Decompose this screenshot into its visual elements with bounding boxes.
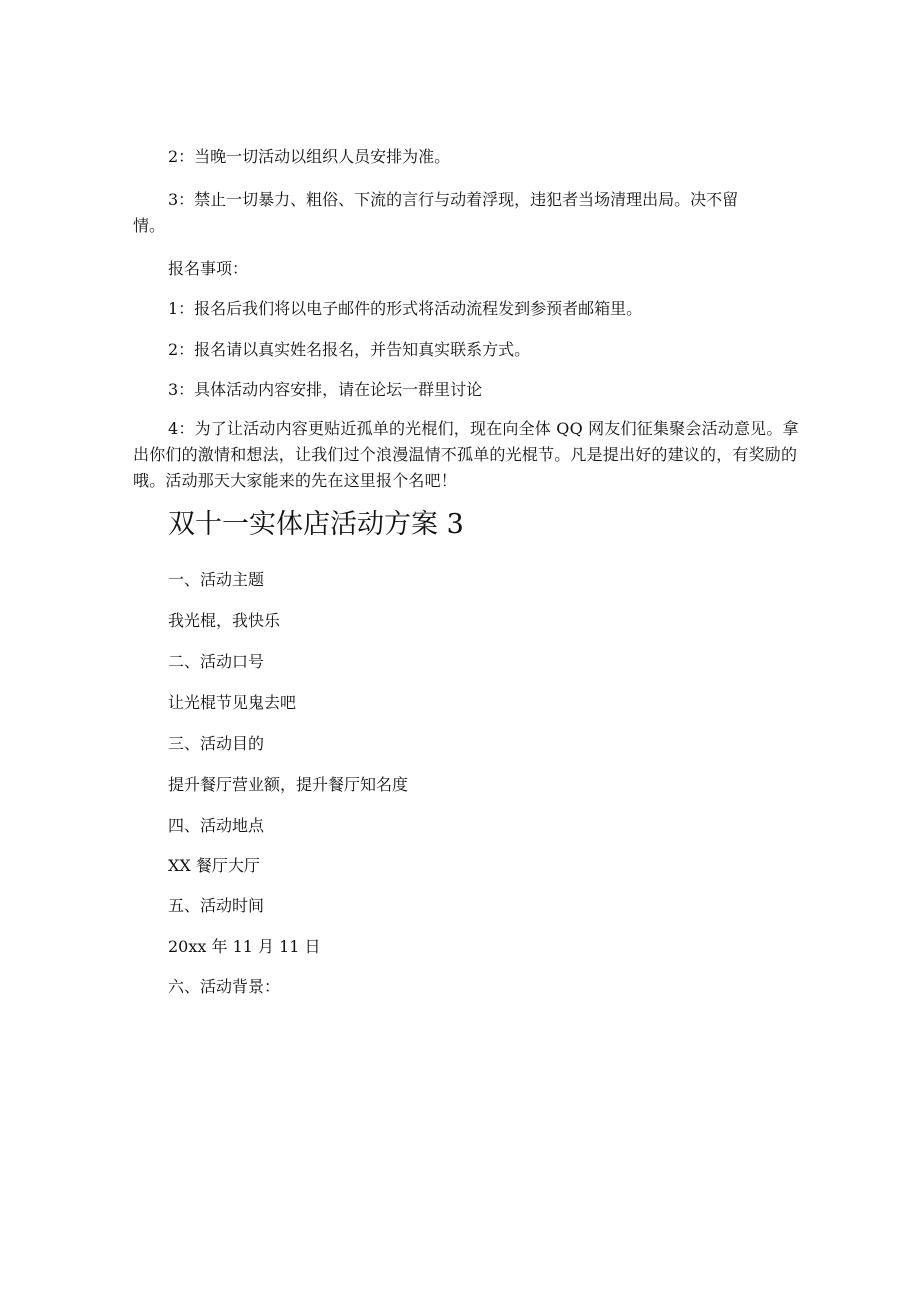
signup-item-1: 1：报名后我们将以电子邮件的形式将活动流程发到参预者邮箱里。: [168, 299, 643, 318]
signup-item-3: 3：具体活动内容安排，请在论坛一群里讨论: [168, 380, 483, 399]
section-theme-text: 我光棍，我快乐: [168, 611, 281, 630]
section-location-text: XX 餐厅大厅: [168, 856, 260, 875]
section-time-heading: 五、活动时间: [168, 896, 265, 915]
signup-item-2: 2：报名请以真实姓名报名，并告知真实联系方式。: [168, 340, 531, 359]
section-background-heading: 六、活动背景：: [168, 977, 281, 996]
rule-3-line-2: 情。: [133, 216, 166, 235]
signup-heading: 报名事项：: [168, 259, 249, 278]
section-purpose-heading: 三、活动目的: [168, 734, 265, 753]
section-time-text: 20xx 年 11 月 11 日: [168, 937, 321, 956]
section-slogan-text: 让光棍节见鬼去吧: [168, 693, 297, 712]
rule-3-line-1: 3：禁止一切暴力、粗俗、下流的言行与动着浮现，违犯者当场清理出局。决不留: [168, 190, 739, 209]
plan-3-title: 双十一实体店活动方案 3: [168, 509, 464, 540]
section-slogan-heading: 二、活动口号: [168, 652, 265, 671]
section-location-heading: 四、活动地点: [168, 816, 265, 835]
signup-item-4: 4：为了让活动内容更贴近孤单的光棍们，现在向全体 QQ 网友们征集聚会活动意见。拿出你们的激情和想法，让我们过个浪漫温情不孤单的光棍节。凡是提出好的建议的，有奖励的哦。活动那天大家能来的先在这里报个名吧！: [133, 419, 799, 490]
rule-2: 2：当晚一切活动以组织人员安排为准。: [168, 147, 451, 166]
section-theme-heading: 一、活动主题: [168, 570, 265, 589]
section-purpose-text: 提升餐厅营业额，提升餐厅知名度: [168, 775, 409, 794]
